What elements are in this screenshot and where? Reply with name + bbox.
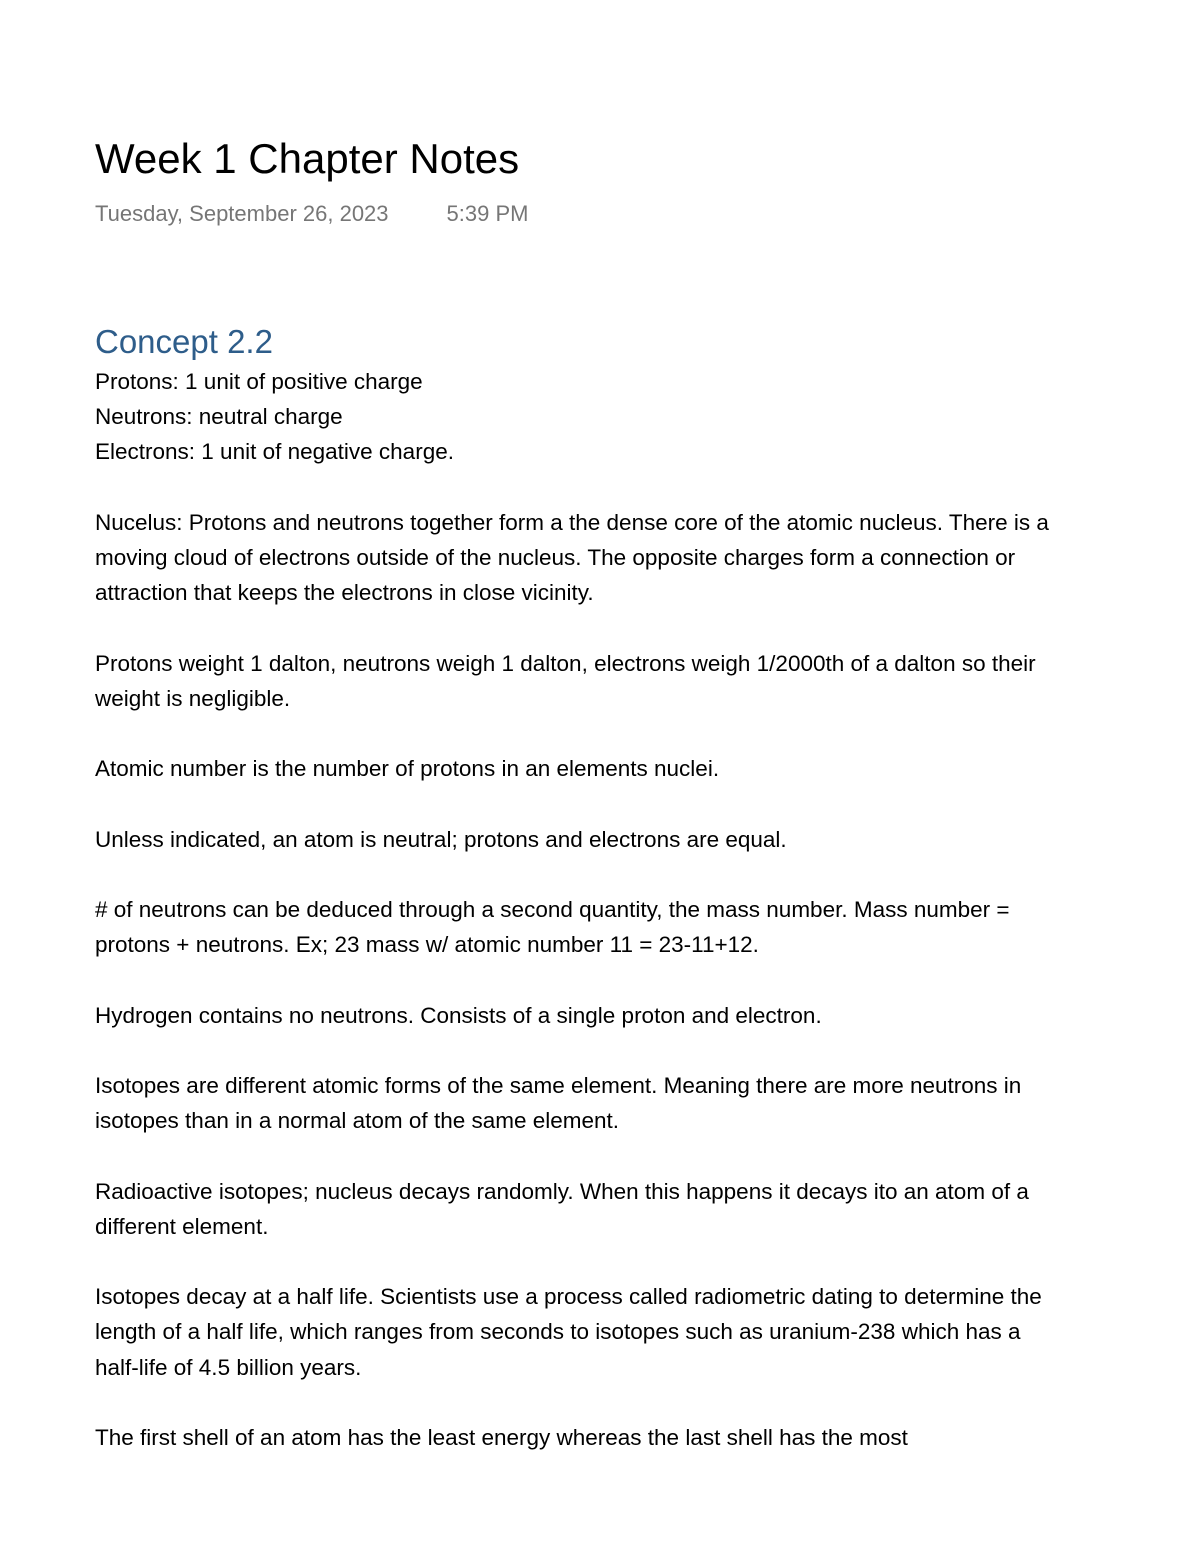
paragraph-gap — [95, 1244, 1200, 1279]
paragraph-gap — [95, 857, 1200, 892]
note-line: Protons: 1 unit of positive charge — [95, 369, 423, 394]
paragraph-gap — [95, 610, 1200, 645]
paragraph-gap — [95, 962, 1200, 997]
note-line: attraction that keeps the electrons in close vicinity. — [95, 580, 594, 606]
note-line: protons + neutrons. Ex; 23 mass w/ atomic number 11 = 23-11+12. — [95, 932, 759, 958]
paragraph-gap — [95, 1138, 1200, 1173]
note-date: Tuesday, September 26, 2023 — [95, 201, 389, 226]
note-line: Nucelus: Protons and neutrons together form a the dense core of the atomic nucleus. There is a — [95, 509, 1049, 535]
note-line: Unless indicated, an atom is neutral; protons and electrons are equal. — [95, 826, 787, 852]
note-line: Atomic number is the number of protons in an elements nuclei. — [95, 756, 720, 782]
note-line: Electrons: 1 unit of negative charge. — [95, 439, 454, 465]
paragraph-gap — [95, 470, 1200, 505]
note-line: Protons weight 1 dalton, neutrons weigh 1 dalton, electrons weigh 1/2000th of a dalton so their — [95, 650, 1036, 676]
paragraph-gap — [95, 1385, 1200, 1420]
note-line: Radioactive isotopes; nucleus decays randomly. When this happens it decays ito an atom of a — [95, 1178, 1029, 1204]
note-line: The first shell of an atom has the least energy whereas the last shell has the most — [95, 1424, 908, 1450]
note-line: Isotopes are different atomic forms of the same element. Meaning there are more neutrons in — [95, 1072, 1022, 1098]
note-line: length of a half life, which ranges from seconds to isotopes such as uranium-238 which has a — [95, 1319, 1021, 1345]
note-line: half-life of 4.5 billion years. — [95, 1354, 362, 1380]
note-page — [95, 0, 1200, 1450]
note-line: moving cloud of electrons outside of the nucleus. The opposite charges form a connection or — [95, 545, 1016, 570]
note-time: 5:39 PM — [446, 201, 529, 226]
note-line: weight is negligible. — [95, 685, 291, 711]
section-heading: Concept 2.2 — [95, 323, 273, 360]
note-line: isotopes than in a normal atom of the same element. — [95, 1108, 620, 1134]
note-line: Isotopes decay at a half life. Scientists use a process called radiometric dating to determine the — [95, 1284, 1042, 1310]
paragraph-gap — [95, 786, 1200, 821]
note-line: # of neutrons can be deduced through a second quantity, the mass number. Mass number = — [95, 896, 1010, 922]
note-metadata — [95, 199, 528, 229]
paragraph-gap — [95, 716, 1200, 751]
note-line: different element. — [95, 1213, 269, 1239]
note-line: Neutrons: neutral charge — [95, 404, 343, 430]
note-line: Hydrogen contains no neutrons. Consists of a single proton and electron. — [95, 1002, 822, 1028]
paragraph-gap — [95, 1033, 1200, 1068]
page-title: Week 1 Chapter Notes — [95, 135, 520, 182]
note-body — [95, 364, 1200, 1455]
